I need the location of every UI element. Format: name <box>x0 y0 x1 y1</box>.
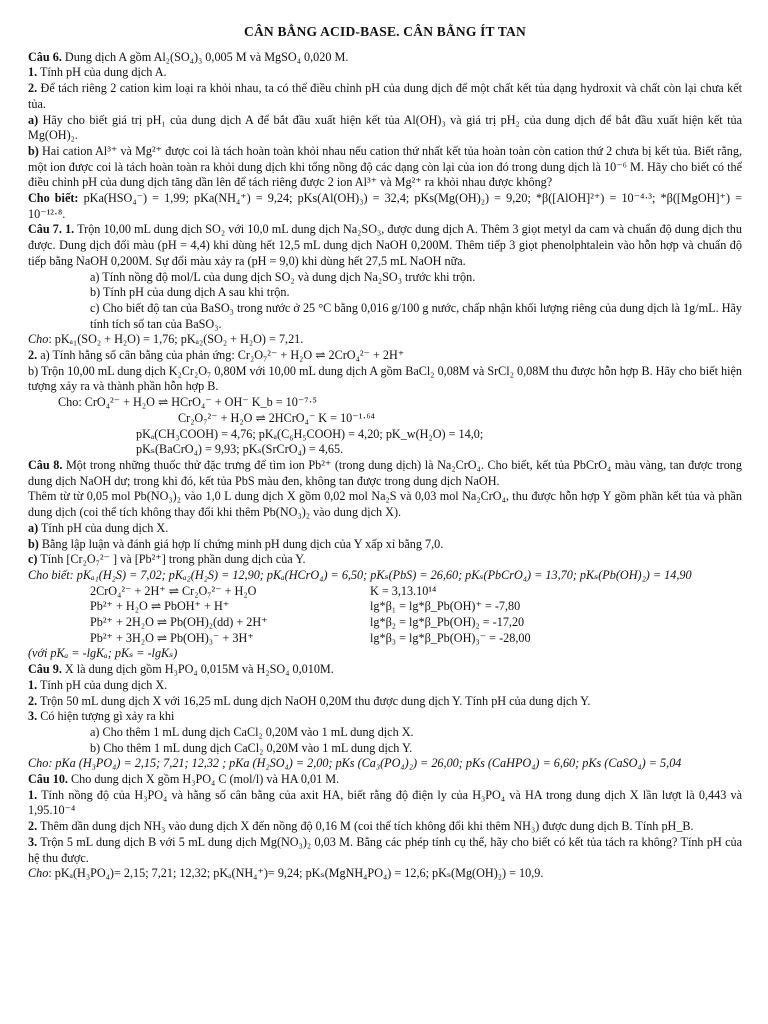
bold-label: Câu 6. <box>28 49 62 64</box>
equation-constant: lg*β₂ = lg*β_Pb(OH)₂ = -17,20 <box>370 615 525 630</box>
paragraph-text: b) Cho thêm 1 mL dung dịch CaCl₂ 0,20M vào 1 mL dung dịch Y. <box>90 740 413 755</box>
paragraph <box>28 568 742 584</box>
paragraph-text: Tính pH của dung dịch X. <box>38 520 169 535</box>
paragraph-text: Bằng lập luận và đánh giá hợp lí chứng minh pH dung dịch của Y xấp xỉ bằng 7,0. <box>38 536 444 551</box>
equation-constant: K = 3,13.10¹⁴ <box>370 583 437 598</box>
equation-row <box>28 599 742 615</box>
paragraph <box>28 835 742 866</box>
equation-row <box>28 615 742 631</box>
paragraph <box>28 788 742 819</box>
paragraph <box>28 144 742 191</box>
paragraph-text: Hãy cho biết giá trị pH₁ của dung dịch A để bắt đầu xuất hiện kết tủa Al(OH)₃ và giá trị pH₂ của dung dịch để bắt đầu xuất hiện kết tủa Mg(OH)₂. <box>28 112 742 143</box>
paragraph-text: a) Tính nồng độ mol/L của dung dịch SO₂ và dung dịch Na₂SO₃ trước khi trộn. <box>90 269 476 284</box>
bold-label: 1. <box>28 65 38 80</box>
paragraph-text: Thêm từ từ 0,05 mol Pb(NO₃)₂ vào 1,0 L dung dịch X gồm 0,02 mol Na₂S và 0,03 mol Na₂CrO₄, thu được hỗn hợp Y gồm phần kết tủa và phần dung dịch (coi thể tích không thay đổi khi thêm Pb(NO₃)₂ vào dung dịch X). <box>28 489 742 520</box>
equation-reaction: 2CrO₄²⁻ + 2H⁺ ⇌ Cr₂O₇²⁻ + H₂O <box>90 583 257 598</box>
paragraph <box>28 270 742 286</box>
paragraph-text: a) Tính hằng số cân bằng của phản ứng: Cr₂O₇²⁻ + H₂O ⇌ 2CrO₄²⁻ + 2H⁺ <box>37 348 405 363</box>
bold-label: 2. <box>28 819 38 834</box>
paragraph-text: b) Trộn 10,00 mL dung dịch K₂Cr₂O₇ 0,80M với 10,00 mL dung dịch A gồm BaCl₂ 0,08M và SrCl₂ 0,08M thu được hỗn hợp B. Hãy cho biết hiện tượng xảy ra và thành phần hỗn hợp B. <box>28 363 742 394</box>
paragraph <box>28 222 742 269</box>
paragraph-text: Thêm dần dung dịch NH₃ vào dung dịch X đến nồng độ 0,16 M (coi thể tích không đổi khi thêm NH₃) được dung dịch B. Tính pH_B. <box>37 819 694 834</box>
paragraph-text: Tính [Cr₂O₇²⁻ ] và [Pb²⁺] trong phần dung dịch của Y. <box>37 552 306 567</box>
paragraph-text: Trộn 5 mL dung dịch B với 5 mL dung dịch Mg(NO₃)₂ 0,03 M. Bằng các phép tính cụ thể, hãy cho biết có kết tủa tách ra không? Tính pH của hệ thu được. <box>28 834 742 865</box>
bold-label: b) <box>28 143 39 158</box>
paragraph <box>28 552 742 568</box>
paragraph <box>28 285 742 301</box>
italic-label: Cho <box>28 866 49 881</box>
paragraph <box>28 348 742 364</box>
paragraph <box>28 442 742 458</box>
paragraph <box>28 756 742 772</box>
paragraph <box>28 427 742 443</box>
paragraph <box>28 489 742 520</box>
italic-label: Cho biết: pKₐ₁(H₂S) = 7,02; pKₐ₂(H₂S) = 12,90; pKₐ(HCrO₄) = 6,50; pKₛ(PbS) = 26,60; pKₛ(PbCrO₄) = 13,70; pKₛ(Pb(OH)₂) = 14,90 <box>28 567 692 582</box>
italic-label: Cho <box>28 332 49 347</box>
equation-constant: lg*β₁ = lg*β_Pb(OH)⁺ = -7,80 <box>370 599 521 614</box>
paragraph-text: Tính pH của dung dịch X. <box>37 677 168 692</box>
paragraph-text: Tính nồng độ của H₃PO₄ và hằng số cân bằng của axit HA, biết rằng độ điện ly của H₃PO₄ và HA trong dung dịch X lần lượt là 0,443 và 1,95.10⁻⁴ <box>28 787 742 818</box>
paragraph-text: Tính pH của dung dịch A. <box>37 65 167 80</box>
paragraph <box>28 191 742 222</box>
paragraph <box>28 772 742 788</box>
paragraph-text: Để tách riêng 2 cation kim loại ra khỏi nhau, ta có thể điều chỉnh pH của dung dịch để một chất kết tủa dạng hydroxit và chất còn lại chưa kết tủa. <box>28 81 742 111</box>
italic-label: (với pKₐ = -lgKₐ; pKₛ = -lgKₛ) <box>28 646 178 661</box>
bold-label: b) <box>28 536 39 551</box>
paragraph-text: a) Cho thêm 1 mL dung dịch CaCl₂ 0,20M vào 1 mL dung dịch X. <box>90 724 414 739</box>
equation-row <box>28 631 742 647</box>
equation-constant: lg*β₃ = lg*β_Pb(OH)₃⁻ = -28,00 <box>370 630 531 645</box>
paragraph-text: pKₛ(BaCrO₄) = 9,93; pKₛ(SrCrO₄) = 4,65. <box>136 442 344 457</box>
bold-label: Câu 8. <box>28 457 63 472</box>
paragraph-text: : pKₐ₁(SO₂ + H₂O) = 1,76; pKₐ₂(SO₂ + H₂O) = 7,21. <box>48 332 304 347</box>
equation-reaction: Pb²⁺ + 3H₂O ⇌ Pb(OH)₃⁻ + 3H⁺ <box>90 630 254 645</box>
bold-label: 1. <box>28 677 38 692</box>
paragraph <box>28 866 742 882</box>
paragraph-text: Dung dịch A gồm Al₂(SO₄)₃ 0,005 M và MgSO₄ 0,020 M. <box>61 49 349 64</box>
paragraph-text: pKa(HSO₄⁻) = 1,99; pKa(NH₄⁺) = 9,24; pKs(Al(OH)₃) = 32,4; pKs(Mg(OH)₂) = 9,20; *β([AlOH]²⁺) = 10⁻⁴·³; *β([MgOH]⁺) = 10⁻¹²·⁸. <box>28 191 742 221</box>
paragraph <box>28 113 742 144</box>
paragraph <box>28 411 742 427</box>
bold-label: Cho biết: <box>28 191 79 206</box>
paragraph <box>28 646 742 662</box>
bold-label: a) <box>28 520 39 535</box>
paragraph <box>28 81 742 112</box>
paragraph <box>28 709 742 725</box>
text-part-1 <box>28 50 742 584</box>
paragraph-text: : pKₐ(H₃PO₄)= 2,15; 7,21; 12,32; pKₐ(NH₄⁺)= 9,24; pKₛ(MgNH₄PO₄) = 12,6; pKₛ(Mg(OH)₂) = 10,9. <box>48 866 544 881</box>
paragraph <box>28 50 742 66</box>
paragraph <box>28 694 742 710</box>
equation-row <box>28 584 742 600</box>
paragraph <box>28 65 742 81</box>
paragraph <box>28 332 742 348</box>
bold-label: c) <box>28 552 38 567</box>
bold-label: a) <box>28 112 39 127</box>
paragraph-text: Hai cation Al³⁺ và Mg²⁺ được coi là tách hoàn toàn khỏi nhau nếu cation thứ nhất kết tủa hoàn toàn còn cation thứ 2 chưa bị kết tủa. Biết rằng, một ion được coi là tách hoàn toàn ra khỏi dung dịch khi tổng nồng độ các dạng còn lại của ion đó trong dung dịch là 10⁻⁶ M. Hãy cho biết có thể điều chỉnh pH của dung dịch tăng dần lên để tách riêng được 2 ion Al³⁺ và Mg²⁺ ra khỏi nhau được không? <box>28 143 742 190</box>
equation-reaction: Pb²⁺ + H₂O ⇌ PbOH⁺ + H⁺ <box>90 599 230 614</box>
paragraph-text: X là dung dịch gồm H₃PO₄ 0,015M và H₂SO₄ 0,010M. <box>61 662 334 677</box>
paragraph <box>28 819 742 835</box>
equation-block <box>28 584 742 647</box>
bold-label: 1. <box>28 787 38 802</box>
italic-label: Cho: pKa (H₃PO₄) = 2,15; 7,21; 12,32 ; pKa (H₂SO₄) = 2,00; pKs (Ca₃(PO₄)₂) = 26,00; pKs (CaHPO₄) = 6,60; pKs (CaSO₄) = 5,04 <box>28 756 682 771</box>
paragraph <box>28 364 742 395</box>
bold-label: Câu 10. <box>28 772 68 787</box>
paragraph-text: Cr₂O₇²⁻ + H₂O ⇌ 2HCrO₄⁻ K = 10⁻¹·⁶⁴ <box>178 410 375 425</box>
paragraph <box>28 458 742 489</box>
equation-reaction: Pb²⁺ + 2H₂O ⇌ Pb(OH)₂(dd) + 2H⁺ <box>90 615 268 630</box>
paragraph-text: Cho dung dịch X gồm H₃PO₄ C (mol/l) và HA 0,01 M. <box>67 772 340 787</box>
bold-label: 2. <box>28 693 38 708</box>
paragraph <box>28 678 742 694</box>
paragraph-text: Một trong những thuốc thử đặc trưng để tìm ion Pb²⁺ (trong dung dịch) là Na₂CrO₄. Cho biết, kết tủa PbCrO₄ màu vàng, tan được trong dung dịch NaOH dư; trong khi đó, kết tủa PbS màu đen, không tan được trong dung dịch NaOH. <box>28 457 742 488</box>
paragraph <box>28 741 742 757</box>
bold-label: Câu 9. <box>28 662 62 677</box>
paragraph <box>28 301 742 332</box>
paragraph-text: Trộn 10,00 mL dung dịch SO₂ với 10,0 mL dung dịch Na₂SO₃, được dung dịch A. Thêm 3 giọt metyl da cam và chuẩn độ dung dịch thu được. Dung dịch đổi màu (pH = 4,4) khi dùng hết 12,5 mL dung dịch NaOH 0,200M. Thêm tiếp 3 giọt phenolphtalein vào hỗn hợp và chuẩn độ tiếp bằng NaOH 0,200M. Sự đổi màu xảy ra (pH = 9,0) khi dùng hết 27,5 mL NaOH nữa. <box>28 222 742 268</box>
bold-label: 3. <box>28 834 38 849</box>
bold-label: 3. <box>28 709 38 724</box>
bold-label: 2. <box>28 81 38 96</box>
text-part-2 <box>28 646 742 882</box>
bold-label: 2. <box>28 348 38 363</box>
paragraph-text: Có hiện tượng gì xảy ra khi <box>37 709 175 724</box>
paragraph <box>28 395 742 411</box>
paragraph-text: c) Cho biết độ tan của BaSO₃ trong nước ở 25 °C bằng 0,016 g/100 g nước, chấp nhận khối lượng riêng của dung dịch là 1g/mL. Hãy tính tích số tan của BaSO₃. <box>90 300 742 331</box>
paragraph <box>28 662 742 678</box>
paragraph-text: Trộn 50 mL dung dịch X với 16,25 mL dung dịch NaOH 0,20M thu được dung dịch Y. Tính pH của dung dịch Y. <box>37 693 591 708</box>
paragraph-text: Cho: CrO₄²⁻ + H₂O ⇌ HCrO₄⁻ + OH⁻ K_b = 10⁻⁷·⁵ <box>58 395 317 410</box>
page-title: CÂN BẰNG ACID-BASE. CÂN BẰNG ÍT TAN <box>244 24 526 39</box>
paragraph <box>28 725 742 741</box>
paragraph <box>28 521 742 537</box>
bold-label: Câu 7. 1. <box>28 222 75 237</box>
paragraph <box>28 537 742 553</box>
paragraph-text: b) Tính pH của dung dịch A sau khi trộn. <box>90 285 290 300</box>
paragraph-text: pKₐ(CH₃COOH) = 4,76; pKₐ(C₆H₅COOH) = 4,20; pK_w(H₂O) = 14,0; <box>136 426 484 441</box>
